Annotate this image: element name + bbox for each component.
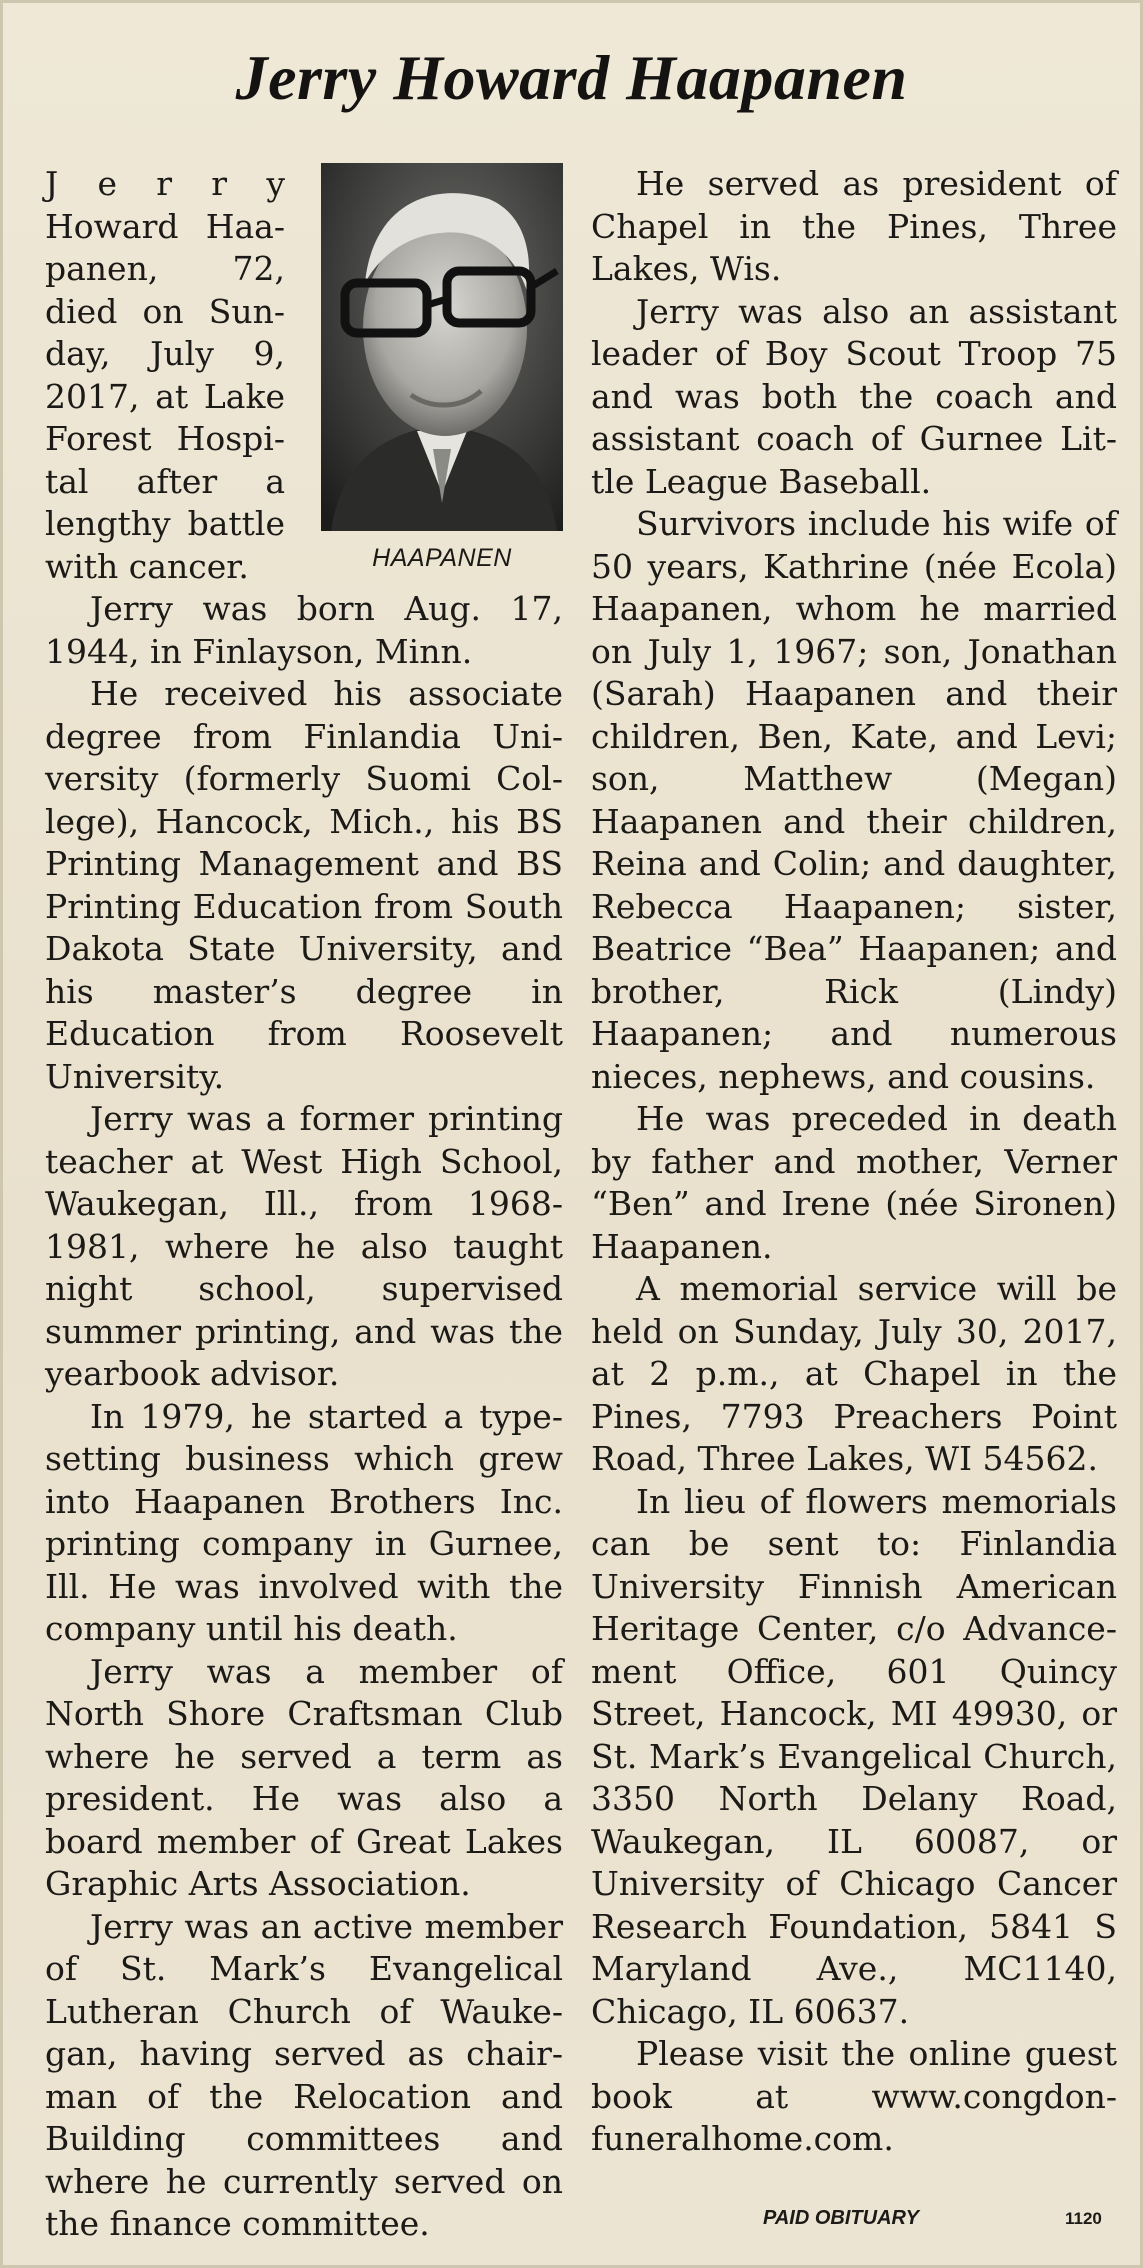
paragraph: He served as president of Chapel in the Pines, Three Lakes, Wis.	[591, 164, 1117, 288]
paragraph: In lieu of flowers memorials can be sent to: Finlandia University Finnish American Heritage Center, c/o Advancement Office, 601 Quincy Street, Hancock, MI 49930, or St. Mark’s Evangelical Church, 3350 North Delany Road, Waukegan, IL 60087, or University of Chicago Cancer Research Foundation, 5841 S Maryland Ave., MC1140, Chicago, IL 60637.	[591, 1481, 1117, 2031]
paragraph: Jerry was born Aug. 17, 1944, in Finlayson, Minn.	[45, 589, 563, 671]
photo-caption: HAAPANEN	[372, 544, 512, 572]
paragraph: J e r r y Howard Haapanen, 72, died on Sunday, July 9, 2017, at Lake Forest Hospital after a lengthy battle with cancer.	[45, 164, 285, 586]
portrait-illustration	[321, 163, 563, 531]
portrait-photo	[321, 163, 563, 531]
paragraph: Jerry was a former printing teacher at West High School, Waukegan, Ill., from 1968-1981, where he also taught night school, supervised summer printing, and was the yearbook advisor.	[45, 1099, 563, 1393]
paragraph: He received his associate degree from Finlandia University (formerly Suomi College), Hancock, Mich., his BS Printing Management and BS Printing Education from South Dakota State University, and his master’s degree in Education from Roosevelt University.	[45, 674, 563, 1096]
paid-obituary-label: PAID OBITUARY	[763, 2207, 919, 2229]
right-column	[591, 163, 1117, 2161]
obituary-title: Jerry Howard Haapanen	[235, 42, 908, 113]
ad-code: 1120	[1065, 2209, 1102, 2228]
paragraph: In 1979, he started a typesetting business which grew into Haapanen Brothers Inc. printing company in Gurnee, Ill. He was involved with the company until his death.	[45, 1396, 563, 1648]
paragraph: Jerry was a member of North Shore Craftsman Club where he served a term as president. He was also a board member of Great Lakes Graphic Arts Association.	[45, 1651, 563, 1903]
portrait-block	[309, 163, 563, 572]
paragraph: He was preceded in death by father and mother, Verner “Ben” and Irene (née Sironen) Haapanen.	[591, 1099, 1117, 1266]
paragraph: Jerry was also an assistant leader of Boy Scout Troop 75 and was both the coach and assistant coach of Gurnee Little League Baseball.	[591, 291, 1117, 501]
paragraph: Jerry was an active member of St. Mark’s Evangelical Lutheran Church of Waukegan, having served as chairman of the Relocation and Building committees and where he currently served on the finance committee.	[45, 1906, 563, 2243]
paragraph: A memorial service will be held on Sunday, July 30, 2017, at 2 p.m., at Chapel in the Pines, 7793 Preachers Point Road, Three Lakes, WI 54562.	[591, 1269, 1117, 1478]
paragraph: Survivors include his wife of 50 years, Kathrine (née Ecola) Haapanen, whom he married on July 1, 1967; son, Jonathan (Sarah) Haapanen and their children, Ben, Kate, and Levi; son, Matthew (Megan) Haapanen and their children, Reina and Colin; and daughter, Rebecca Haapanen; sister, Beatrice “Bea” Haapanen; and brother, Rick (Lindy) Haapanen; and numerous nieces, nephews, and cousins.	[591, 504, 1117, 1096]
paragraph: Please visit the online guest book at www.congdonfuneralhome.com.	[591, 2034, 1117, 2158]
left-column	[45, 163, 563, 2246]
